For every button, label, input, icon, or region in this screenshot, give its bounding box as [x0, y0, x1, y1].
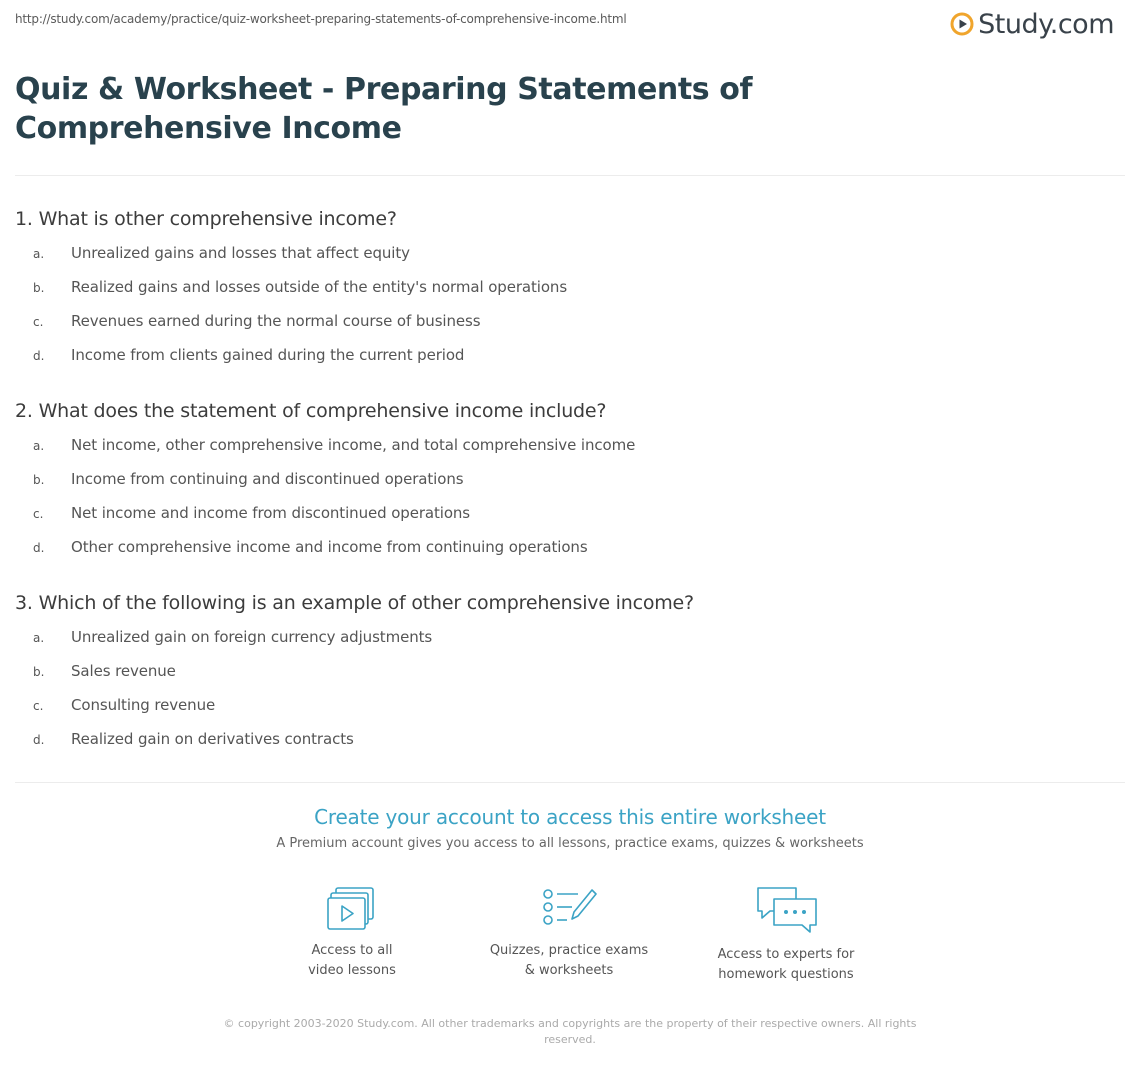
option-letter: c.: [33, 507, 44, 521]
answer-option[interactable]: [0, 278, 1140, 302]
question-title: 2. What does the statement of comprehensive income include?: [15, 400, 607, 422]
video-lessons-icon: [326, 885, 378, 931]
play-circle-icon: [950, 12, 974, 36]
option-letter: c.: [33, 315, 44, 329]
answer-option[interactable]: [0, 312, 1140, 336]
page-title: Quiz & Worksheet - Preparing Statements of Comprehensive Income: [15, 72, 753, 146]
option-text: Sales revenue: [71, 662, 176, 680]
option-letter: b.: [33, 281, 45, 295]
logo-text: Study.com: [978, 8, 1114, 40]
divider: [15, 782, 1125, 783]
option-letter: b.: [33, 665, 45, 679]
option-letter: d.: [33, 349, 45, 363]
feature-video-lessons: [252, 885, 452, 981]
option-letter: a.: [33, 631, 45, 645]
option-text: Net income, other comprehensive income, and total comprehensive income: [71, 436, 636, 454]
feature-label: Access to experts for homework questions: [717, 947, 855, 982]
option-letter: a.: [33, 439, 45, 453]
answer-option[interactable]: [0, 346, 1140, 370]
study-logo[interactable]: [950, 6, 1114, 42]
option-letter: b.: [33, 473, 45, 487]
option-letter: c.: [33, 699, 44, 713]
feature-quizzes: [469, 885, 669, 981]
answer-option[interactable]: [0, 436, 1140, 460]
question-title: 3. Which of the following is an example of other comprehensive income?: [15, 592, 694, 614]
cta-subtitle: A Premium account gives you access to all lessons, practice exams, quizzes & worksheets: [276, 836, 864, 851]
answer-option[interactable]: [0, 470, 1140, 494]
answer-option[interactable]: [0, 662, 1140, 686]
option-text: Unrealized gain on foreign currency adjustments: [71, 628, 433, 646]
answer-option[interactable]: [0, 696, 1140, 720]
option-text: Revenues earned during the normal course of business: [71, 312, 481, 330]
option-text: Realized gain on derivatives contracts: [71, 730, 354, 748]
option-text: Realized gains and losses outside of the entity's normal operations: [71, 278, 568, 296]
feature-experts: [686, 885, 886, 985]
option-text: Net income and income from discontinued operations: [71, 504, 471, 522]
page-url: http://study.com/academy/practice/quiz-worksheet-preparing-statements-of-comprehensive-income.html: [15, 12, 627, 26]
question-title: 1. What is other comprehensive income?: [15, 208, 397, 230]
feature-label: Access to all video lessons: [308, 943, 396, 978]
option-text: Income from continuing and discontinued operations: [71, 470, 464, 488]
option-text: Other comprehensive income and income from continuing operations: [71, 538, 588, 556]
feature-label: Quizzes, practice exams & worksheets: [489, 943, 649, 978]
answer-option[interactable]: [0, 730, 1140, 754]
copyright-notice: © copyright 2003-2020 Study.com. All other trademarks and copyrights are the property of their respective owners. All rights reserved.: [223, 1017, 917, 1046]
answer-option[interactable]: [0, 628, 1140, 652]
create-account-link[interactable]: Create your account to access this entire worksheet: [314, 805, 826, 829]
option-text: Consulting revenue: [71, 696, 216, 714]
divider: [15, 175, 1125, 176]
answer-option[interactable]: [0, 244, 1140, 268]
option-letter: d.: [33, 733, 45, 747]
answer-option[interactable]: [0, 538, 1140, 562]
quiz-checklist-icon: [540, 885, 598, 931]
answer-option[interactable]: [0, 504, 1140, 528]
chat-bubbles-icon: [754, 885, 818, 935]
option-text: Unrealized gains and losses that affect equity: [71, 244, 410, 262]
option-letter: d.: [33, 541, 45, 555]
option-text: Income from clients gained during the current period: [71, 346, 465, 364]
option-letter: a.: [33, 247, 45, 261]
